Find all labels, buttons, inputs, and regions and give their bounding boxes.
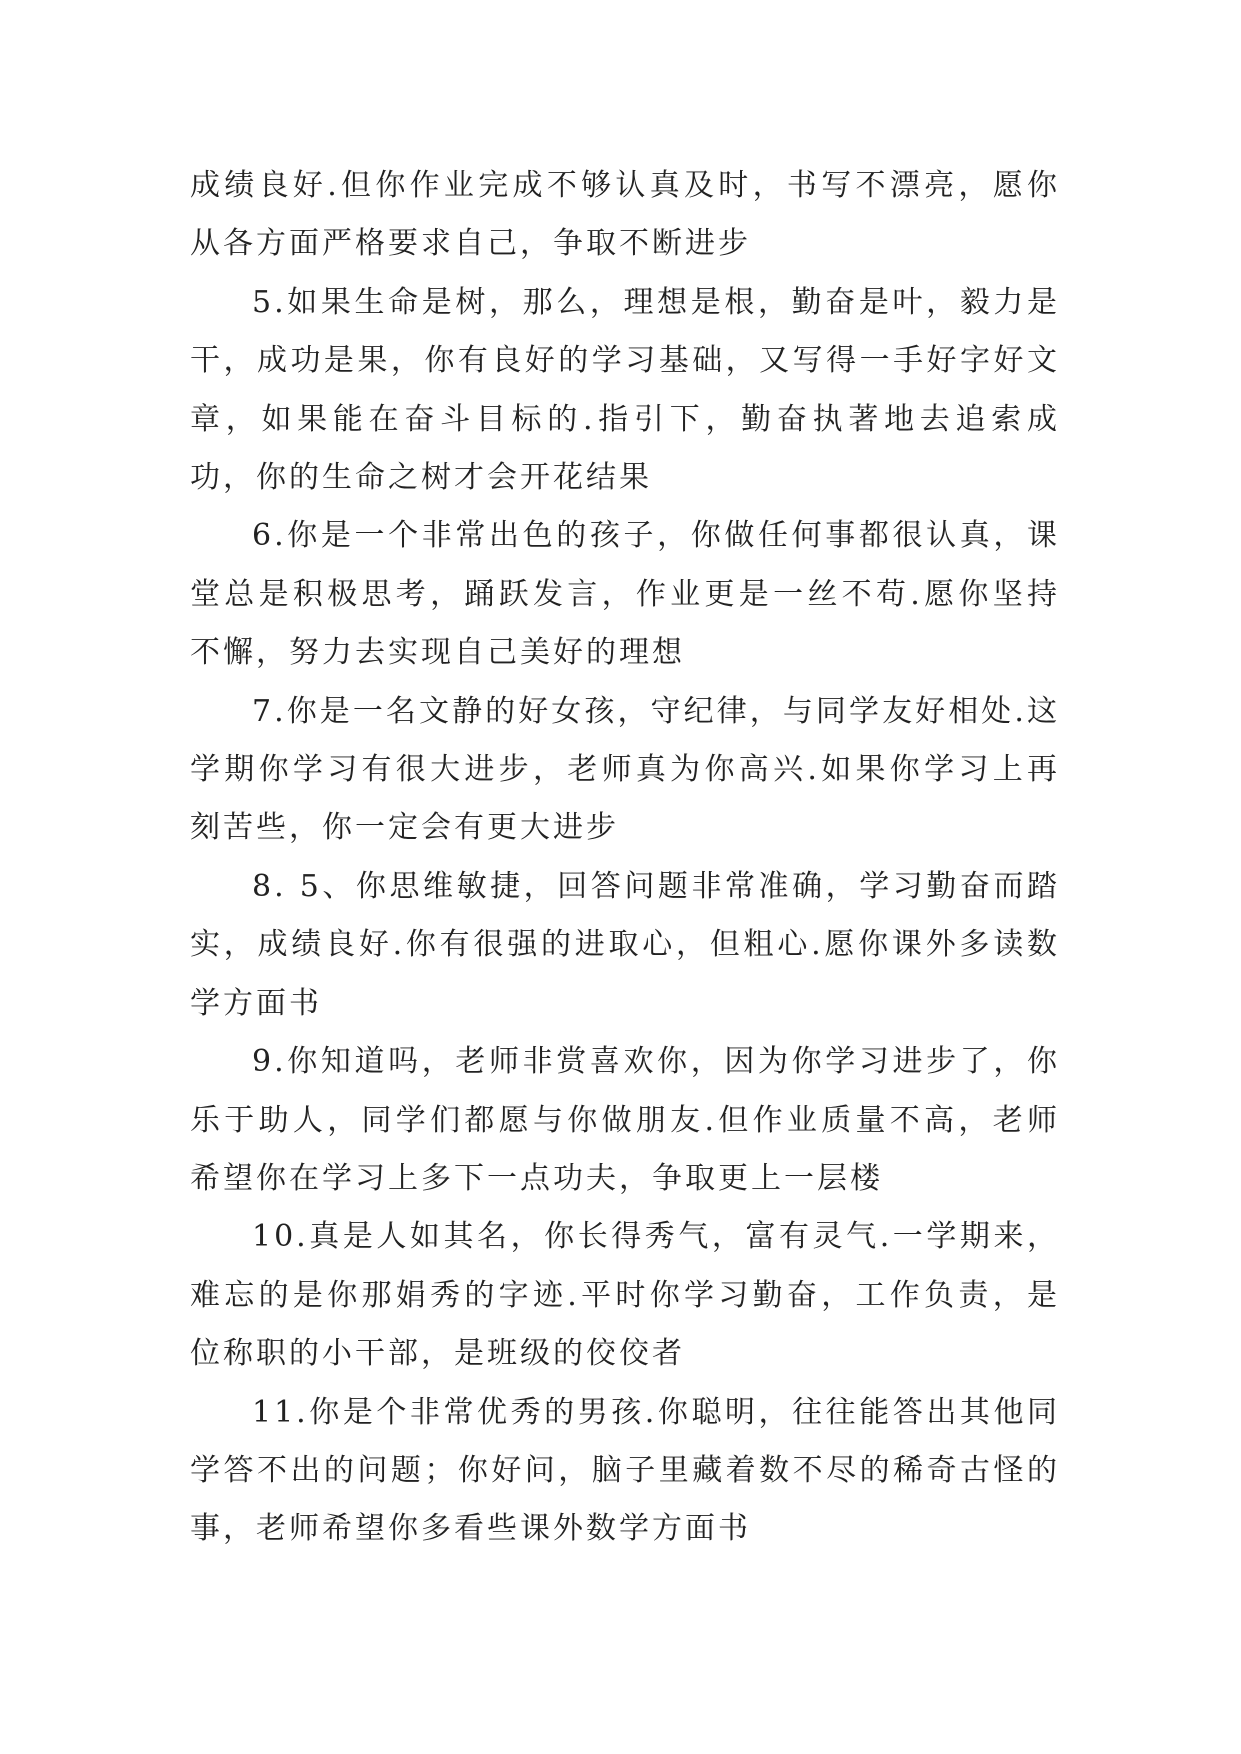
paragraph-continuation: 成绩良好.但你作业完成不够认真及时，书写不漂亮，愿你从各方面严格要求自己，争取不断进步 (190, 168, 1060, 262)
paragraph-item-5: 5.如果生命是树，那么，理想是根，勤奋是叶，毅力是干，成功是果，你有良好的学习基础，又写得一手好字好文章，如果能在奋斗目标的.指引下，勤奋执著地去追索成功，你的生命之树才会开花结果 (190, 284, 1060, 496)
paragraph-item-7: 7.你是一名文静的好女孩，守纪律，与同学友好相处.这学期你学习有很大进步，老师真为你高兴.如果你学习上再刻苦些，你一定会有更大进步 (190, 693, 1060, 846)
paragraph-item-10: 10.真是人如其名，你长得秀气，富有灵气.一学期来，难忘的是你那娟秀的字迹.平时你学习勤奋，工作负责，是位称职的小干部，是班级的佼佼者 (190, 1219, 1060, 1372)
document-body (190, 157, 1060, 1559)
paragraph-item-9: 9.你知道吗，老师非赏喜欢你，因为你学习进步了，你乐于助人，同学们都愿与你做朋友.但作业质量不高，老师希望你在学习上多下一点功夫，争取更上一层楼 (190, 1044, 1060, 1196)
paragraph-item-8: 8. 5、你思维敏捷，回答问题非常准确，学习勤奋而踏实，成绩良好.你有很强的进取心，但粗心.愿你课外多读数学方面书 (190, 868, 1060, 1021)
paragraph-item-11: 11.你是个非常优秀的男孩.你聪明，往往能答出其他同学答不出的问题；你好问，脑子里藏着数不尽的稀奇古怪的事，老师希望你多看些课外数学方面书 (190, 1394, 1060, 1547)
paragraph-item-6: 6.你是一个非常出色的孩子，你做任何事都很认真，课堂总是积极思考，踊跃发言，作业更是一丝不苟.愿你坚持不懈，努力去实现自己美好的理想 (190, 518, 1060, 671)
